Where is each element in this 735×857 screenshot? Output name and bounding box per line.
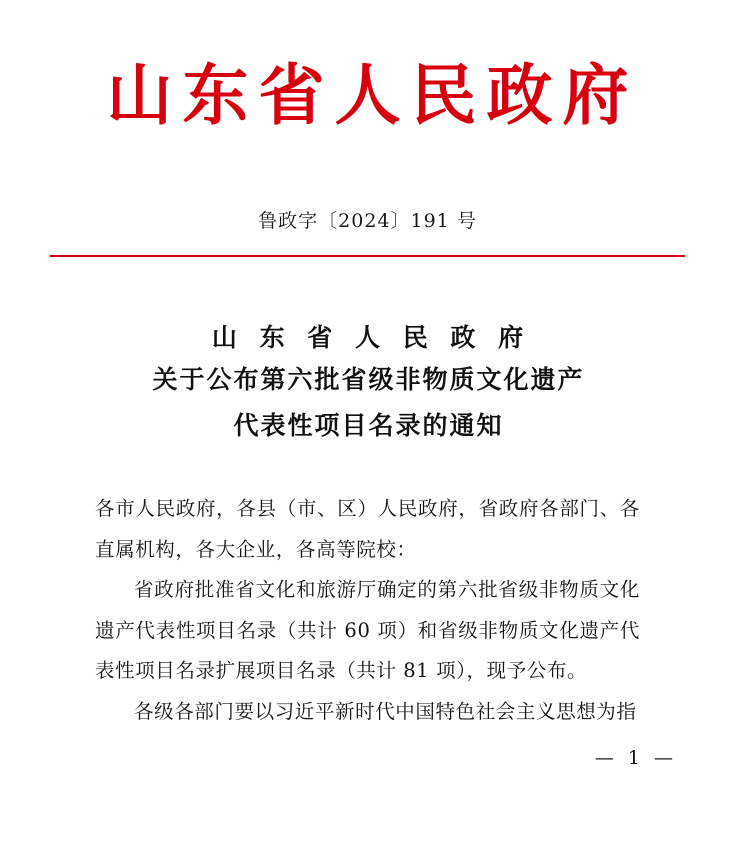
notice-title-line-3: 代表性项目名录的通知: [233, 410, 504, 440]
government-masthead-title: 山东省人民政府: [106, 56, 639, 134]
notice-title-line-2: 关于公布第六批省级非物质文化遗产: [152, 364, 585, 394]
body-paragraph-guidance: 各级各部门要以习近平新时代中国特色社会主义思想为指: [134, 699, 637, 723]
notice-title-line-1: 山 东 省 人 民 政 府: [211, 323, 531, 352]
notice-body: [95, 489, 640, 732]
document-number: 鲁政字〔2024〕191 号: [258, 210, 477, 232]
body-paragraph-approval: 省政府批准省文化和旅游厅确定的第六批省级非物质文化遗产代表性项目名录（共计 60 项）和省级非物质文化遗产代表性项目名录扩展项目名录（共计 81 项），现予公布。: [95, 578, 640, 683]
body-paragraph-recipients: 各市人民政府，各县（市、区）人民政府，省政府各部门、各直属机构，各大企业，各高等院校：: [95, 497, 640, 561]
page-number-marker: — 1 —: [594, 747, 677, 769]
red-divider-rule: [50, 255, 685, 257]
notice-title-block: [0, 319, 735, 449]
